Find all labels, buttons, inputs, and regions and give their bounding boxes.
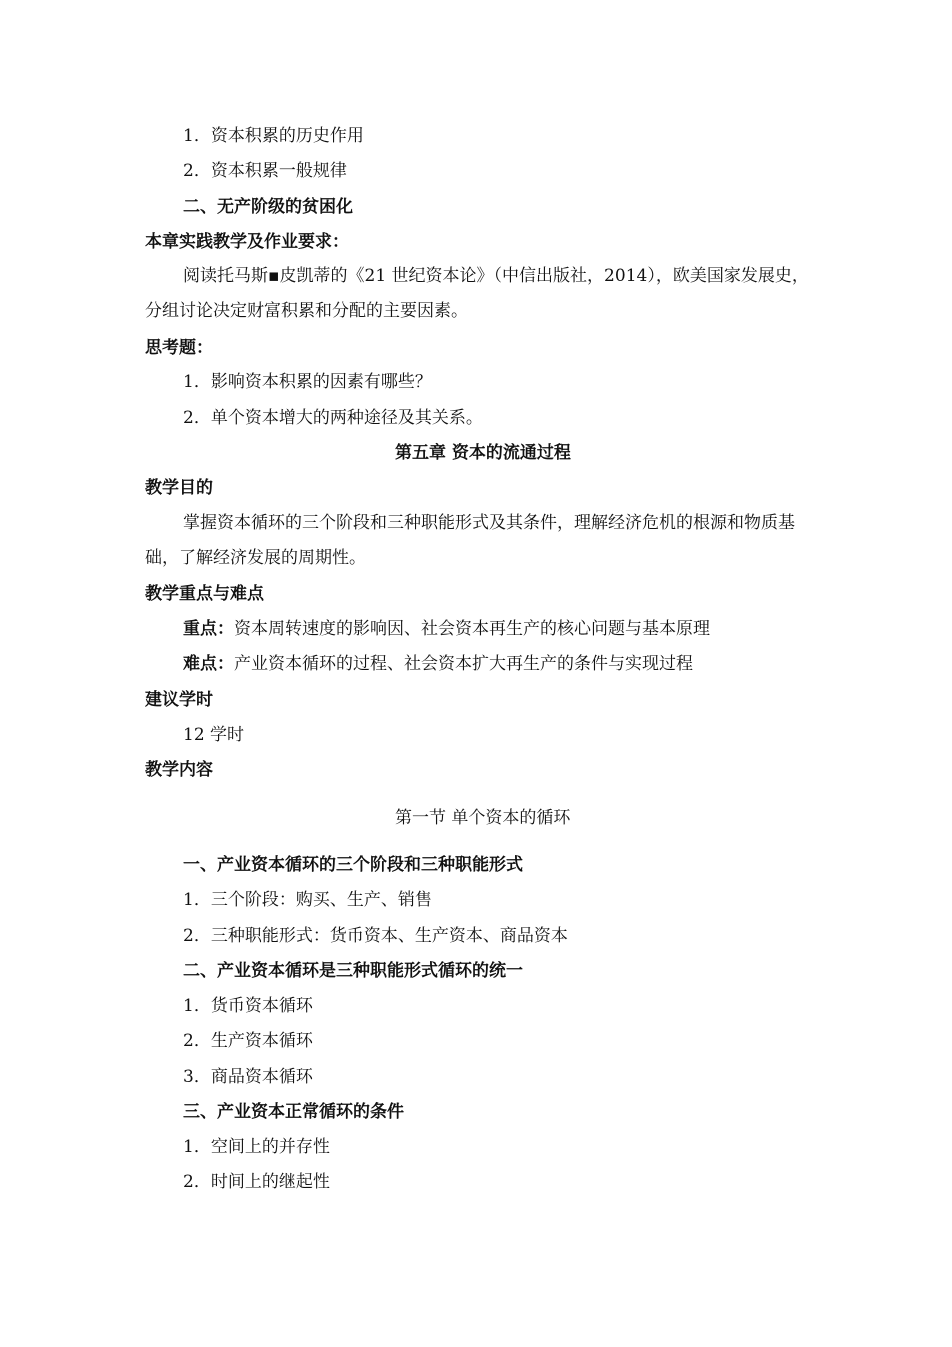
goal-text: 掌握资本循环的三个阶段和三种职能形式及其条件，理解经济危机的根源和物质基础，了解经济发展的周期性。 [145,513,795,568]
practice-text: 阅读托马斯▪皮凯蒂的《21 世纪资本论》（中信出版社，2014），欧美国家发展史，分组讨论决定财富积累和分配的主要因素。 [145,266,809,321]
list-item: 2．生产资本循环 [183,1031,313,1051]
list-item: 1．空间上的并存性 [183,1137,330,1157]
item-historical-role: 1．资本积累的历史作用 [183,126,364,146]
heading-three-stages: 一、产业资本循环的三个阶段和三种职能形式 [183,855,523,875]
list-item: 1．货币资本循环 [183,996,313,1016]
content-label: 教学内容 [145,760,213,780]
chapter-title: 第五章 资本的流通过程 [395,443,571,463]
list-item: 2．时间上的继起性 [183,1172,330,1192]
hours-label: 建议学时 [145,690,213,710]
section-title: 第一节 单个资本的循环 [395,808,571,828]
hours-text: 12 学时 [183,725,245,745]
heading-unity: 二、产业资本循环是三种职能形式循环的统一 [183,961,523,981]
key-point-text: 资本周转速度的影响因、社会资本再生产的核心问题与基本原理 [234,619,710,639]
practice-label: 本章实践教学及作业要求： [145,232,349,252]
list-item: 3．商品资本循环 [183,1067,313,1087]
heading-conditions: 三、产业资本正常循环的条件 [183,1102,404,1122]
difficult-point-label: 难点： [183,654,234,674]
questions-label: 思考题： [145,338,213,358]
question-1: 1．影响资本积累的因素有哪些？ [183,372,432,392]
key-point-label: 重点： [183,619,234,639]
list-item: 2．三种职能形式：货币资本、生产资本、商品资本 [183,926,568,946]
item-general-law: 2．资本积累一般规律 [183,161,347,181]
heading-proletariat-poverty: 二、无产阶级的贫困化 [183,197,353,217]
key-point-line [183,617,710,641]
focus-label: 教学重点与难点 [145,584,264,604]
goal-label: 教学目的 [145,478,213,498]
difficult-point-line [183,652,693,676]
question-2: 2．单个资本增大的两种途径及其关系。 [183,408,483,428]
list-item: 1．三个阶段：购买、生产、销售 [183,890,432,910]
difficult-point-text: 产业资本循环的过程、社会资本扩大再生产的条件与实现过程 [234,654,693,674]
